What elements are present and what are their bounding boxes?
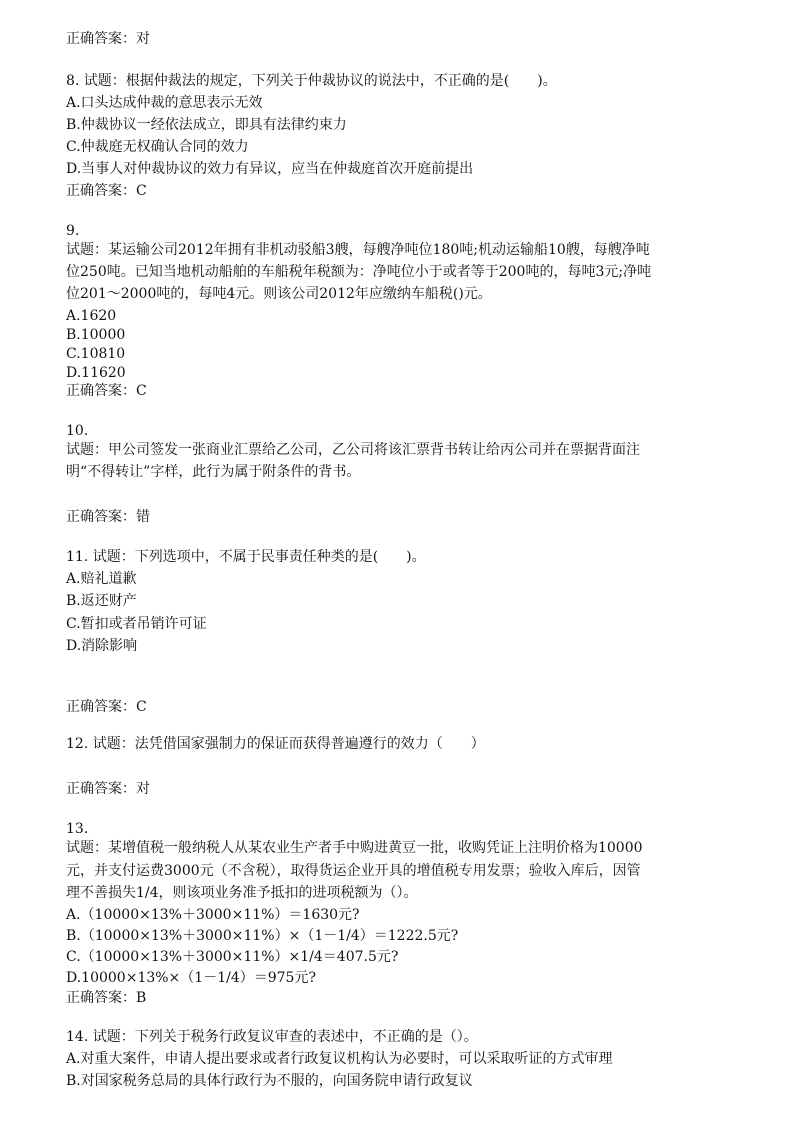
q10-question-line-2: 明“不得转让”字样，此行为属于附条件的背书。: [66, 464, 361, 480]
q13-number: 13.: [66, 821, 89, 837]
q8-question: 8. 试题：根据仲裁法的规定，下列关于仲裁协议的说法中，不正确的是( )。: [66, 73, 557, 89]
q13-answer: 正确答案：B: [66, 990, 147, 1006]
q13-question-line-3: 理不善损失1/4，则该项业务准予抵扣的进项税额为（）。: [66, 885, 418, 901]
q11-question: 11. 试题：下列选项中，不属于民事责任种类的是( )。: [66, 549, 426, 565]
q11-option-c: C.暂扣或者吊销许可证: [66, 616, 207, 632]
q13-option-c: C.（10000×13%＋3000×11%）×1/4＝407.5元?: [66, 949, 399, 965]
q8-option-b: B.仲裁协议一经依法成立，即具有法律约束力: [66, 117, 347, 133]
q14-option-b: B.对国家税务总局的具体行政行为不服的，向国务院申请行政复议: [66, 1073, 473, 1089]
q14-question: 14. 试题：下列关于税务行政复议审查的表述中，不正确的是（）。: [66, 1029, 478, 1045]
q9-question-line-3: 位201～2000吨的，每吨4元。则该公司2012年应缴纳车船税()元。: [66, 286, 492, 302]
q11-answer: 正确答案：C: [66, 699, 147, 715]
q10-number: 10.: [66, 423, 89, 439]
q9-option-b: B.10000: [66, 327, 126, 343]
q8-option-a: A.口头达成仲裁的意思表示无效: [66, 95, 263, 111]
q9-number: 9.: [66, 223, 80, 239]
q13-question-line-1: 试题：某增值税一般纳税人从某农业生产者手中购进黄豆一批，收购凭证上注明价格为10000: [66, 840, 643, 856]
q9-option-d: D.11620: [66, 365, 126, 381]
q9-answer: 正确答案：C: [66, 383, 147, 399]
q13-option-d: D.10000×13%×（1－1/4）＝975元?: [66, 970, 316, 986]
q14-option-a: A.对重大案件，申请人提出要求或者行政复议机构认为必要时，可以采取听证的方式审理: [66, 1051, 613, 1067]
q11-option-a: A.赔礼道歉: [66, 571, 137, 587]
q13-option-b: B.（10000×13%＋3000×11%）×（1－1/4）＝1222.5元?: [66, 928, 459, 944]
q10-question-line-1: 试题：甲公司签发一张商业汇票给乙公司，乙公司将该汇票背书转让给丙公司并在票据背面注: [66, 442, 640, 458]
q11-option-d: D.消除影响: [66, 638, 138, 654]
q12-question: 12. 试题：法凭借国家强制力的保证而获得普遍遵行的效力（ ）: [66, 736, 485, 752]
q12-answer: 正确答案：对: [66, 781, 150, 797]
q8-option-c: C.仲裁庭无权确认合同的效力: [66, 139, 249, 155]
q9-option-a: A.1620: [66, 308, 117, 324]
q9-question-line-2: 位250吨。已知当地机动船舶的车船税年税额为：净吨位小于或者等于200吨的，每吨3元;净吨: [66, 264, 652, 280]
q8-option-d: D.当事人对仲裁协议的效力有异议，应当在仲裁庭首次开庭前提出: [66, 161, 474, 177]
q8-answer: 正确答案：C: [66, 183, 147, 199]
q9-option-c: C.10810: [66, 346, 126, 362]
q7-answer: 正确答案：对: [66, 31, 150, 47]
q13-question-line-2: 元，并支付运费3000元（不含税），取得货运企业开具的增值税专用发票；验收入库后，因管: [66, 863, 641, 879]
q9-question-line-1: 试题：某运输公司2012年拥有非机动驳船3艘，每艘净吨位180吨;机动运输船10艘，每艘净吨: [66, 242, 650, 258]
q13-option-a: A.（10000×13%＋3000×11%）＝1630元?: [66, 907, 360, 923]
q10-answer: 正确答案：错: [66, 509, 150, 525]
q11-option-b: B.返还财产: [66, 593, 137, 609]
